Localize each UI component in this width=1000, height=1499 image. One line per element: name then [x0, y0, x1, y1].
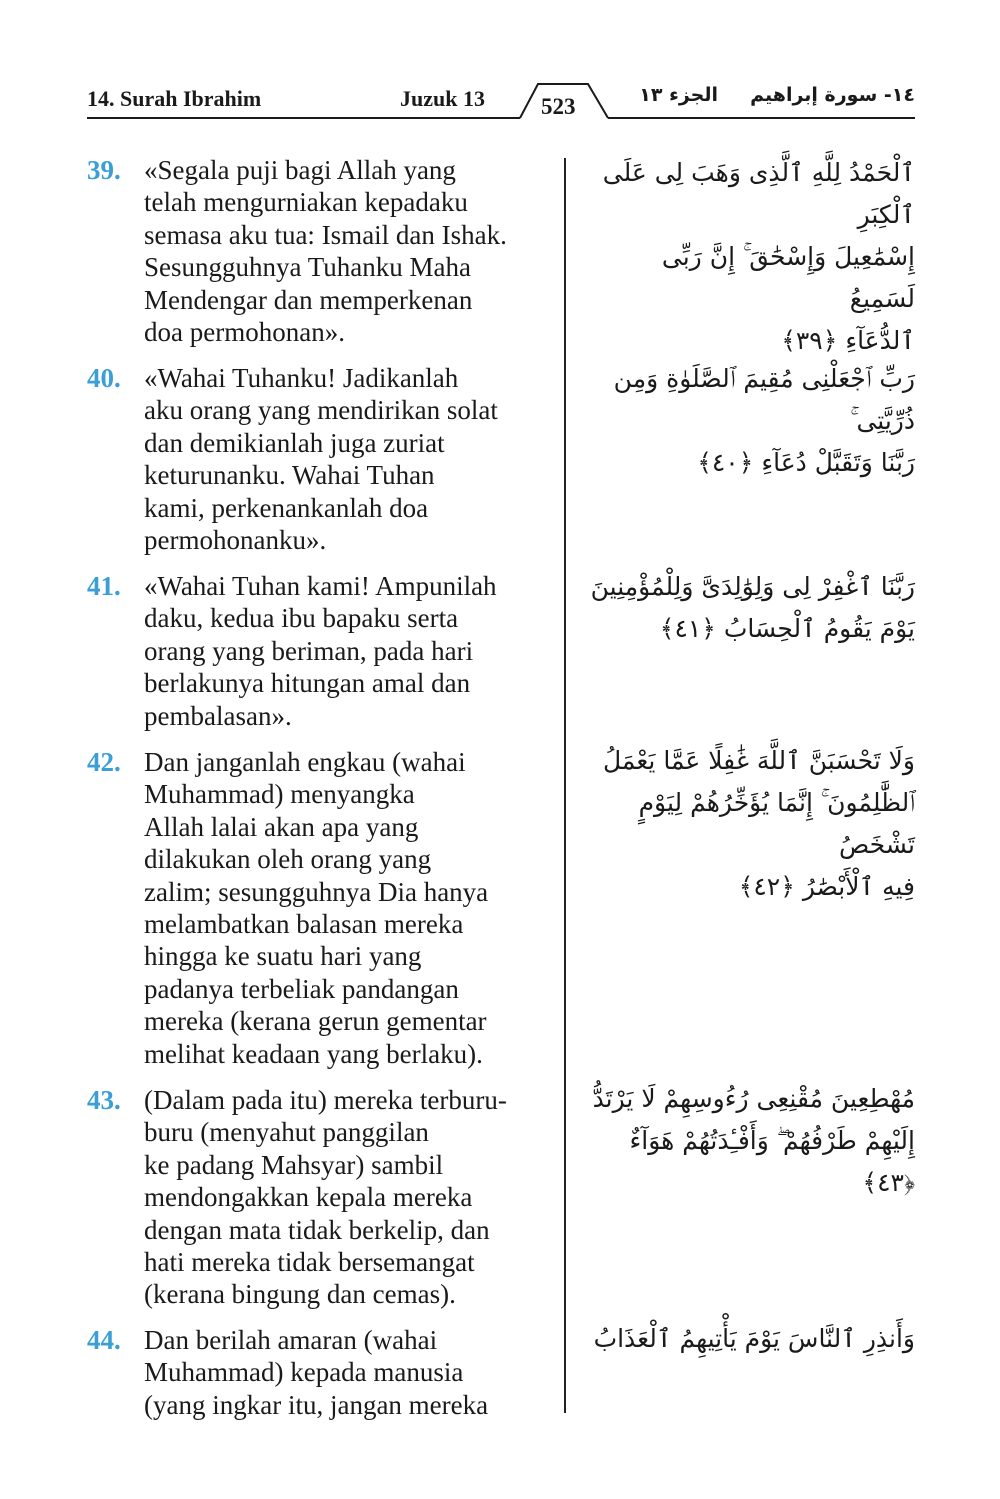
verse-number: 42. — [87, 747, 121, 777]
verse-text: «Wahai Tuhan kami! Ampunilah daku, kedua ibu bapaku serta orang yang beriman, pada hari berlakunya hitungan amal dan pembalasan». — [144, 571, 497, 731]
verse-arabic-42: وَلَا تَحْسَبَنَّ ٱللَّهَ غَٰفِلًا عَمَّا يَعْمَلُ ٱلظَّٰلِمُونَ ۚ إِنَّمَا يُؤَخِّرُهُمْ لِيَوْمٍ تَشْخَصُ فِيهِ ٱلْأَبْصَٰرُ ﴿٤٢﴾ — [602, 746, 915, 901]
verse-translation-41 — [87, 570, 557, 732]
verse-translation-40 — [87, 362, 557, 556]
juz-arabic-label: الجزء ١٣ — [639, 84, 718, 106]
verse-translation-42 — [87, 746, 557, 1070]
column-divider — [564, 158, 566, 1413]
verse-text: Dan berilah amaran (wahai Muhammad) kepada manusia (yang ingkar itu, jangan mereka — [144, 1325, 489, 1420]
verse-translation-43 — [87, 1084, 557, 1311]
verse-number: 44. — [87, 1325, 121, 1355]
page-number: 523 — [541, 94, 576, 119]
verse-number: 43. — [87, 1085, 121, 1115]
verse-number: 40. — [87, 363, 121, 393]
surah-arabic-title: ١٤- سورة إبراهيم — [750, 84, 915, 106]
verse-arabic-41: رَبَّنَا ٱغْفِرْ لِى وَلِوَٰلِدَىَّ وَلِلْمُؤْمِنِينَ يَوْمَ يَقُومُ ٱلْحِسَابُ ﴿٤١﴾ — [590, 572, 915, 643]
verse-text: Dan janganlah engkau (wahai Muhammad) menyangka Allah lalai akan apa yang dilakukan oleh orang yang zalim; sesungguhnya Dia hanya melambatkan balasan mereka hingga ke suatu hari yang padanya terbeliak pandangan mereka (kerana gerun gementar melihat keadaan yang berlaku). — [144, 747, 489, 1069]
verse-arabic-40: رَبِّ ٱجْعَلْنِى مُقِيمَ ٱلصَّلَوٰةِ وَمِن ذُرِّيَّتِى ۚ رَبَّنَا وَتَقَبَّلْ دُعَآءِ ﴿٤٠﴾ — [613, 364, 915, 477]
verse-text: «Wahai Tuhanku! Jadikanlah aku orang yang mendirikan solat dan demikianlah juga zuriat keturunanku. Wahai Tuhan kami, perkenankanlah doa permohonanku». — [144, 363, 498, 556]
verse-arabic-44: وَأَنذِرِ ٱلنَّاسَ يَوْمَ يَأْتِيهِمُ ٱلْعَذَابُ — [593, 1324, 915, 1353]
surah-title: 14. Surah Ibrahim — [87, 86, 262, 111]
verse-translation-44 — [87, 1324, 557, 1421]
verse-text: (Dalam pada itu) mereka terburu- buru (menyahut panggilan ke padang Mahsyar) sambil mendongakkan kepala mereka dengan mata tidak berkelip, dan hati mereka tidak bersemangat (kerana bingung dan cemas). — [144, 1085, 507, 1310]
verse-translation-39 — [87, 154, 557, 348]
verse-arabic-43: مُهْطِعِينَ مُقْنِعِى رُءُوسِهِمْ لَا يَرْتَدُّ إِلَيْهِمْ طَرْفُهُمْ ۖ وَأَفْـِٔدَتُهُمْ هَوَآءٌ ﴿٤٣﴾ — [592, 1084, 915, 1197]
verse-arabic-39: ٱلْحَمْدُ لِلَّهِ ٱلَّذِى وَهَبَ لِى عَلَى ٱلْكِبَرِ إِسْمَٰعِيلَ وَإِسْحَٰقَ ۚ إِنَّ رَبِّى لَسَمِيعُ ٱلدُّعَآءِ ﴿٣٩﴾ — [602, 158, 915, 355]
verse-number: 39. — [87, 155, 121, 185]
verse-number: 41. — [87, 571, 121, 601]
verse-text: «Segala puji bagi Allah yang telah mengurniakan kepadaku semasa aku tua: Ismail dan Ishak. Sesungguhnya Tuhanku Maha Mendengar dan memperkenan doa permohonan». — [144, 155, 507, 348]
juzuk-label: Juzuk 13 — [400, 86, 485, 111]
